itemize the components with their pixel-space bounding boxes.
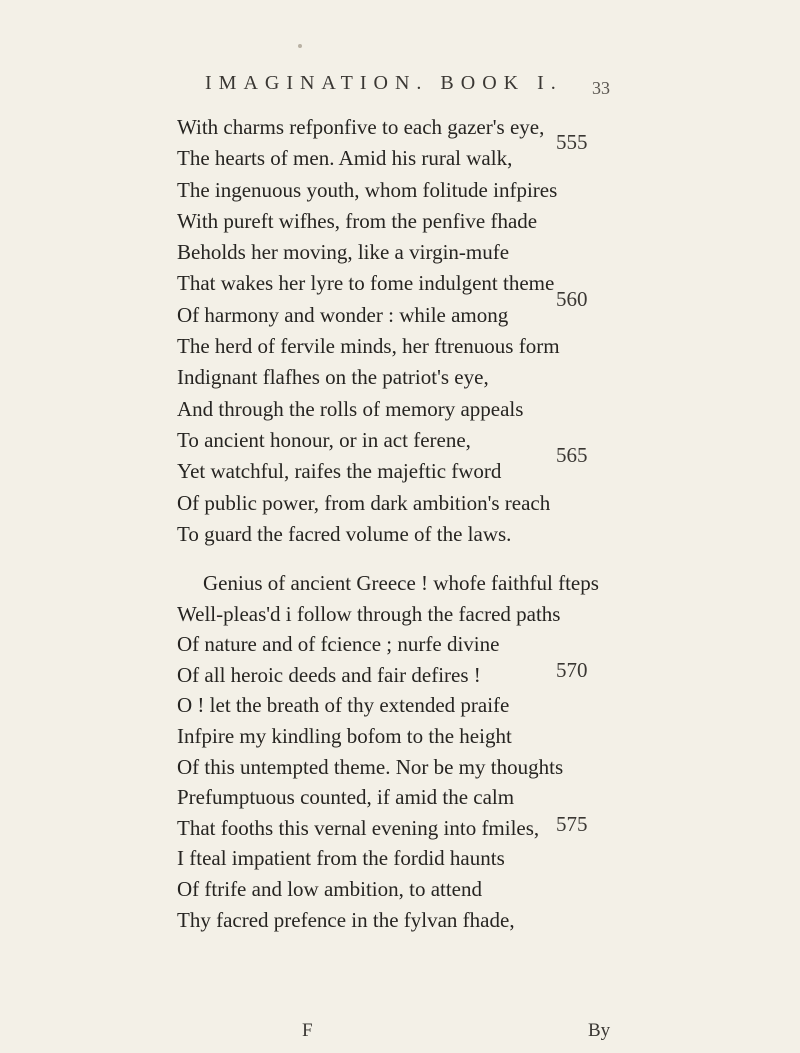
- running-title: IMAGINATION. BOOK I.: [205, 72, 563, 94]
- verse-line: With pureft wifhes, from the penfive fhade: [177, 208, 538, 233]
- verse-line: Yet watchful, raifes the majeftic fword: [177, 459, 502, 484]
- verse-line: Genius of ancient Greece ! whofe faithful fteps: [203, 571, 599, 595]
- verse-line: Indignant flafhes on the patriot's eye,: [177, 365, 489, 390]
- line-number: 565: [556, 443, 588, 467]
- stanza-2: [177, 568, 599, 935]
- verse-line: Beholds her moving, like a virgin-mufe: [177, 240, 510, 265]
- verse-line: Infpire my kindling bofom to the height: [177, 723, 512, 748]
- verse-line: Well-pleas'd i follow through the facred paths: [177, 601, 561, 626]
- stanza-1: [177, 112, 560, 550]
- line-number: 560: [556, 287, 588, 311]
- verse-line: Thy facred prefence in the fylvan fhade,: [177, 907, 515, 932]
- verse-line: That wakes her lyre to fome indulgent theme: [177, 271, 555, 296]
- signature-mark: F: [302, 1020, 313, 1041]
- verse-line: The hearts of men. Amid his rural walk,: [177, 146, 513, 171]
- verse-line: To ancient honour, or in act ferene,: [177, 427, 471, 452]
- page-number: 33: [592, 78, 610, 98]
- verse-line: Prefumptuous counted, if amid the calm: [177, 785, 515, 810]
- verse-line: And through the rolls of memory appeals: [177, 396, 524, 421]
- verse-line: With charms refponfive to each gazer's eye,: [177, 115, 545, 139]
- verse-line: That fooths this vernal evening into fmiles,: [177, 815, 540, 840]
- line-number: 555: [556, 130, 588, 154]
- line-number: 570: [556, 658, 588, 682]
- verse-line: Of this untempted theme. Nor be my thoughts: [177, 754, 564, 779]
- verse-line: Of nature and of fcience ; nurfe divine: [177, 632, 500, 657]
- verse-line: Of ftrife and low ambition, to attend: [177, 876, 483, 901]
- verse-line: Of harmony and wonder : while among: [177, 302, 509, 327]
- verse-line: The herd of fervile minds, her ftrenuous form: [177, 334, 560, 359]
- catchword: By: [588, 1020, 611, 1041]
- verse-line: Of public power, from dark ambition's reach: [177, 490, 551, 515]
- verse-line: To guard the facred volume of the laws.: [177, 521, 512, 546]
- verse-line: I fteal impatient from the fordid haunts: [177, 846, 505, 871]
- verse-line: O ! let the breath of thy extended praife: [177, 693, 510, 718]
- verse-line: Of all heroic deeds and fair defires !: [177, 662, 481, 687]
- line-number: 575: [556, 812, 588, 836]
- ink-speck: [298, 44, 302, 48]
- verse-line: The ingenuous youth, whom folitude infpires: [177, 177, 558, 202]
